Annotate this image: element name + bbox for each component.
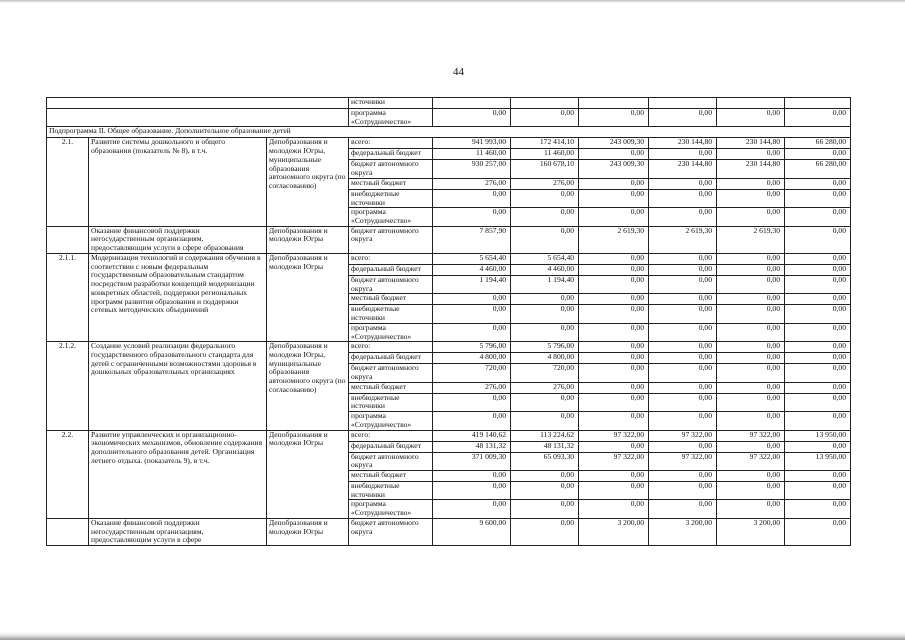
amount-cell: 0,00 [579,393,649,411]
amount-cell: 0,00 [511,323,579,341]
funding-source-cell: бюджет автономного округа [349,364,433,382]
amount-cell: 0,00 [511,208,579,226]
amount-cell: 4 800,00 [433,353,511,364]
funding-source-cell: программа «Сотрудничество» [349,323,433,341]
table-row [47,109,851,127]
amount-cell: 0,00 [433,323,511,341]
funding-source-cell: федеральный бюджет [349,149,433,160]
amount-cell: 0,00 [785,481,851,499]
amount-cell: 0,00 [579,253,649,264]
funding-source-cell: бюджет автономного округа [349,160,433,178]
amount-cell: 0,00 [785,189,851,207]
amount-cell: 2 619,30 [579,226,649,253]
amount-cell: 0,00 [579,305,649,323]
amount-cell [785,98,851,109]
item-number-cell: 2.1. [47,138,89,226]
funding-source-cell: местный бюджет [349,382,433,393]
amount-cell: 0,00 [579,208,649,226]
amount-cell: 0,00 [717,382,785,393]
amount-cell: 0,00 [717,342,785,353]
amount-cell: 0,00 [511,470,579,481]
amount-cell: 0,00 [511,518,579,545]
amount-cell: 0,00 [785,294,851,305]
amount-cell: 0,00 [579,382,649,393]
amount-cell: 0,00 [717,178,785,189]
amount-cell: 0,00 [785,353,851,364]
item-number-cell: 2.2. [47,430,89,518]
amount-cell: 97 322,00 [649,430,717,441]
funding-source-cell: внебюджетные источники [349,481,433,499]
amount-cell: 0,00 [433,109,511,127]
amount-cell: 0,00 [649,178,717,189]
amount-cell: 0,00 [717,294,785,305]
continuation-blank-cell [47,98,349,109]
amount-cell: 172 414,10 [511,138,579,149]
amount-cell: 720,00 [433,364,511,382]
amount-cell: 0,00 [649,382,717,393]
amount-cell: 0,00 [717,149,785,160]
funding-source-cell: внебюджетные источники [349,305,433,323]
amount-cell: 0,00 [717,412,785,430]
funding-source-cell: бюджет автономного округа [349,275,433,293]
amount-cell: 0,00 [785,382,851,393]
funding-table [46,97,851,546]
amount-cell: 2 619,30 [649,226,717,253]
table-row [47,518,851,545]
amount-cell: 0,00 [649,412,717,430]
amount-cell: 1 194,40 [511,275,579,293]
amount-cell: 0,00 [511,109,579,127]
funding-source-cell: местный бюджет [349,470,433,481]
amount-cell: 0,00 [717,208,785,226]
executor-cell: Депобразования и молодежи Югры, муниципальные образования автономного округа (по согласованию) [267,342,349,430]
table-row [47,98,851,109]
amount-cell: 243 009,30 [579,138,649,149]
scan-edge-bottom [0,632,905,640]
funding-source-cell: бюджет автономного округа [349,452,433,470]
funding-source-cell: всего: [349,138,433,149]
amount-cell: 0,00 [785,412,851,430]
amount-cell: 0,00 [649,342,717,353]
amount-cell: 0,00 [649,481,717,499]
continuation-blank-cell [47,109,349,127]
amount-cell: 4 800,00 [511,353,579,364]
amount-cell: 0,00 [579,178,649,189]
amount-cell: 66 280,00 [785,160,851,178]
amount-cell: 0,00 [433,305,511,323]
amount-cell: 0,00 [785,342,851,353]
amount-cell: 5 654,40 [511,253,579,264]
amount-cell: 0,00 [579,364,649,382]
amount-cell: 0,00 [511,481,579,499]
amount-cell: 0,00 [433,294,511,305]
amount-cell: 230 144,80 [649,160,717,178]
amount-cell: 0,00 [717,109,785,127]
amount-cell: 0,00 [433,500,511,518]
funding-source-cell: бюджет автономного округа [349,518,433,545]
amount-cell: 0,00 [717,470,785,481]
amount-cell: 0,00 [433,412,511,430]
amount-cell: 0,00 [579,441,649,452]
amount-cell: 0,00 [511,412,579,430]
funding-source-cell: программа «Сотрудничество» [349,500,433,518]
amount-cell: 0,00 [717,364,785,382]
amount-cell [579,98,649,109]
amount-cell: 0,00 [785,500,851,518]
amount-cell: 0,00 [785,208,851,226]
amount-cell: 0,00 [717,481,785,499]
funding-source-cell: программа «Сотрудничество» [349,412,433,430]
amount-cell: 0,00 [785,305,851,323]
amount-cell: 0,00 [649,305,717,323]
amount-cell: 0,00 [511,500,579,518]
measure-name-cell: Создание условий реализации федерального государственного образовательного стандарта для детей с ограниченными возможностями здоровья в дошкольных образовательных организациях [89,342,267,430]
amount-cell: 0,00 [579,481,649,499]
table-row [47,342,851,353]
amount-cell: 65 093,30 [511,452,579,470]
amount-cell: 48 131,32 [511,441,579,452]
amount-cell: 419 140,62 [433,430,511,441]
executor-cell: Депобразования и молодежи Югры [267,430,349,518]
amount-cell: 230 144,80 [717,138,785,149]
amount-cell: 48 131,32 [433,441,511,452]
amount-cell: 0,00 [785,393,851,411]
amount-cell: 0,00 [511,393,579,411]
amount-cell: 0,00 [433,208,511,226]
scan-edge-top [0,0,905,3]
amount-cell: 2 619,30 [717,226,785,253]
amount-cell: 13 950,00 [785,430,851,441]
item-number-cell [47,226,89,253]
amount-cell: 97 322,00 [717,452,785,470]
amount-cell: 0,00 [649,364,717,382]
amount-cell: 276,00 [433,178,511,189]
amount-cell: 11 460,00 [511,149,579,160]
amount-cell: 0,00 [785,149,851,160]
amount-cell: 0,00 [649,189,717,207]
amount-cell: 0,00 [649,109,717,127]
amount-cell: 276,00 [433,382,511,393]
amount-cell: 0,00 [785,470,851,481]
amount-cell: 0,00 [579,412,649,430]
section-title: Подпрограмма II. Общее образование. Дополнительное образование детей [47,127,851,138]
amount-cell: 930 257,00 [433,160,511,178]
amount-cell: 0,00 [649,323,717,341]
amount-cell: 0,00 [785,253,851,264]
table-row [47,253,851,264]
amount-cell: 0,00 [649,441,717,452]
measure-name-cell: Оказание финансовой поддержки негосударственным организациям, предоставляющим услуги в сфере образования [89,226,267,253]
amount-cell: 97 322,00 [717,430,785,441]
funding-source-cell: всего: [349,253,433,264]
amount-cell: 0,00 [511,226,579,253]
amount-cell: 0,00 [785,364,851,382]
amount-cell: 0,00 [579,189,649,207]
amount-cell: 941 993,00 [433,138,511,149]
amount-cell: 0,00 [649,208,717,226]
amount-cell: 0,00 [579,342,649,353]
table-row [47,138,851,149]
amount-cell: 0,00 [785,441,851,452]
amount-cell: 0,00 [649,264,717,275]
amount-cell: 0,00 [717,500,785,518]
funding-source-cell: программа «Сотрудничество» [349,109,433,127]
amount-cell: 3 200,00 [579,518,649,545]
amount-cell: 0,00 [579,149,649,160]
funding-source-cell: федеральный бюджет [349,441,433,452]
funding-source-cell: всего: [349,430,433,441]
amount-cell: 97 322,00 [579,430,649,441]
funding-source-cell: федеральный бюджет [349,353,433,364]
amount-cell: 0,00 [579,470,649,481]
amount-cell: 66 280,00 [785,138,851,149]
amount-cell: 0,00 [785,109,851,127]
amount-cell [511,98,579,109]
amount-cell: 0,00 [649,470,717,481]
amount-cell: 0,00 [433,470,511,481]
measure-name-cell: Оказание финансовой поддержки негосударственным организациям, предоставляющим услуги в сфере [89,518,267,545]
executor-cell: Депобразования и молодежи Югры [267,518,349,545]
table-row [47,226,851,253]
amount-cell: 4 460,00 [511,264,579,275]
executor-cell: Депобразования и молодежи Югры [267,226,349,253]
amount-cell: 0,00 [579,500,649,518]
amount-cell: 0,00 [649,275,717,293]
item-number-cell: 2.1.2. [47,342,89,430]
table-row [47,430,851,441]
amount-cell: 0,00 [579,294,649,305]
funding-source-cell: местный бюджет [349,178,433,189]
amount-cell: 0,00 [717,189,785,207]
amount-cell: 0,00 [785,275,851,293]
funding-source-cell: внебюджетные источники [349,189,433,207]
amount-cell: 720,00 [511,364,579,382]
amount-cell: 276,00 [511,382,579,393]
amount-cell: 5 796,00 [511,342,579,353]
amount-cell: 0,00 [649,253,717,264]
amount-cell: 0,00 [649,353,717,364]
amount-cell: 7 857,90 [433,226,511,253]
section-header-row [47,127,851,138]
amount-cell: 0,00 [785,323,851,341]
amount-cell: 0,00 [717,264,785,275]
amount-cell: 5 654,40 [433,253,511,264]
amount-cell: 0,00 [717,323,785,341]
amount-cell: 1 194,40 [433,275,511,293]
amount-cell: 0,00 [717,275,785,293]
amount-cell: 160 678,10 [511,160,579,178]
amount-cell: 3 200,00 [717,518,785,545]
funding-source-cell: местный бюджет [349,294,433,305]
amount-cell: 5 796,00 [433,342,511,353]
funding-source-cell: федеральный бюджет [349,264,433,275]
amount-cell: 0,00 [579,323,649,341]
amount-cell: 276,00 [511,178,579,189]
amount-cell: 0,00 [579,353,649,364]
amount-cell: 0,00 [579,275,649,293]
amount-cell [649,98,717,109]
amount-cell: 230 144,80 [717,160,785,178]
amount-cell: 0,00 [511,294,579,305]
amount-cell: 0,00 [785,264,851,275]
amount-cell: 113 224,62 [511,430,579,441]
amount-cell: 243 009,30 [579,160,649,178]
amount-cell [717,98,785,109]
amount-cell: 0,00 [649,149,717,160]
amount-cell [433,98,511,109]
amount-cell: 13 950,00 [785,452,851,470]
amount-cell: 371 009,30 [433,452,511,470]
amount-cell: 0,00 [433,189,511,207]
funding-source-cell: бюджет автономного округа [349,226,433,253]
amount-cell: 0,00 [433,393,511,411]
item-number-cell: 2.1.1. [47,253,89,341]
amount-cell: 0,00 [717,441,785,452]
amount-cell: 0,00 [717,393,785,411]
amount-cell: 0,00 [785,178,851,189]
amount-cell: 0,00 [717,305,785,323]
amount-cell: 0,00 [511,305,579,323]
amount-cell: 0,00 [649,294,717,305]
amount-cell: 0,00 [785,518,851,545]
amount-cell: 0,00 [511,189,579,207]
amount-cell: 0,00 [433,481,511,499]
item-number-cell [47,518,89,545]
amount-cell: 0,00 [717,353,785,364]
measure-name-cell: Развитие системы дошкольного и общего образования (показатель № 8), в т.ч. [89,138,267,226]
amount-cell: 9 600,00 [433,518,511,545]
executor-cell: Депобразования и молодежи Югры, муниципальные образования автономного округа (по согласованию) [267,138,349,226]
amount-cell: 0,00 [785,226,851,253]
amount-cell: 0,00 [649,393,717,411]
measure-name-cell: Модернизация технологий и содержания обучения в соответствии с новым федеральным государственным образовательным стандартом посредством разработки концепций модернизации конкретных областей, поддержки региональных программ развития образования и поддержки сетевых методических объединений [89,253,267,341]
amount-cell: 0,00 [717,253,785,264]
amount-cell: 0,00 [649,500,717,518]
amount-cell: 0,00 [579,264,649,275]
funding-source-cell: программа «Сотрудничество» [349,208,433,226]
amount-cell: 97 322,00 [649,452,717,470]
amount-cell: 230 144,80 [649,138,717,149]
amount-cell: 97 322,00 [579,452,649,470]
amount-cell: 3 200,00 [649,518,717,545]
page-number: 44 [453,66,464,78]
funding-source-cell: всего: [349,342,433,353]
funding-source-cell: внебюджетные источники [349,393,433,411]
amount-cell: 4 460,00 [433,264,511,275]
funding-source-cell: источники [349,98,433,109]
amount-cell: 11 460,00 [433,149,511,160]
executor-cell: Депобразования и молодежи Югры [267,253,349,341]
amount-cell: 0,00 [579,109,649,127]
measure-name-cell: Развитие управленческих и организационно-экономических механизмов, обновление содержания дополнительного образования детей. Организация летнего отдыха. (показатель 9), в т.ч. [89,430,267,518]
